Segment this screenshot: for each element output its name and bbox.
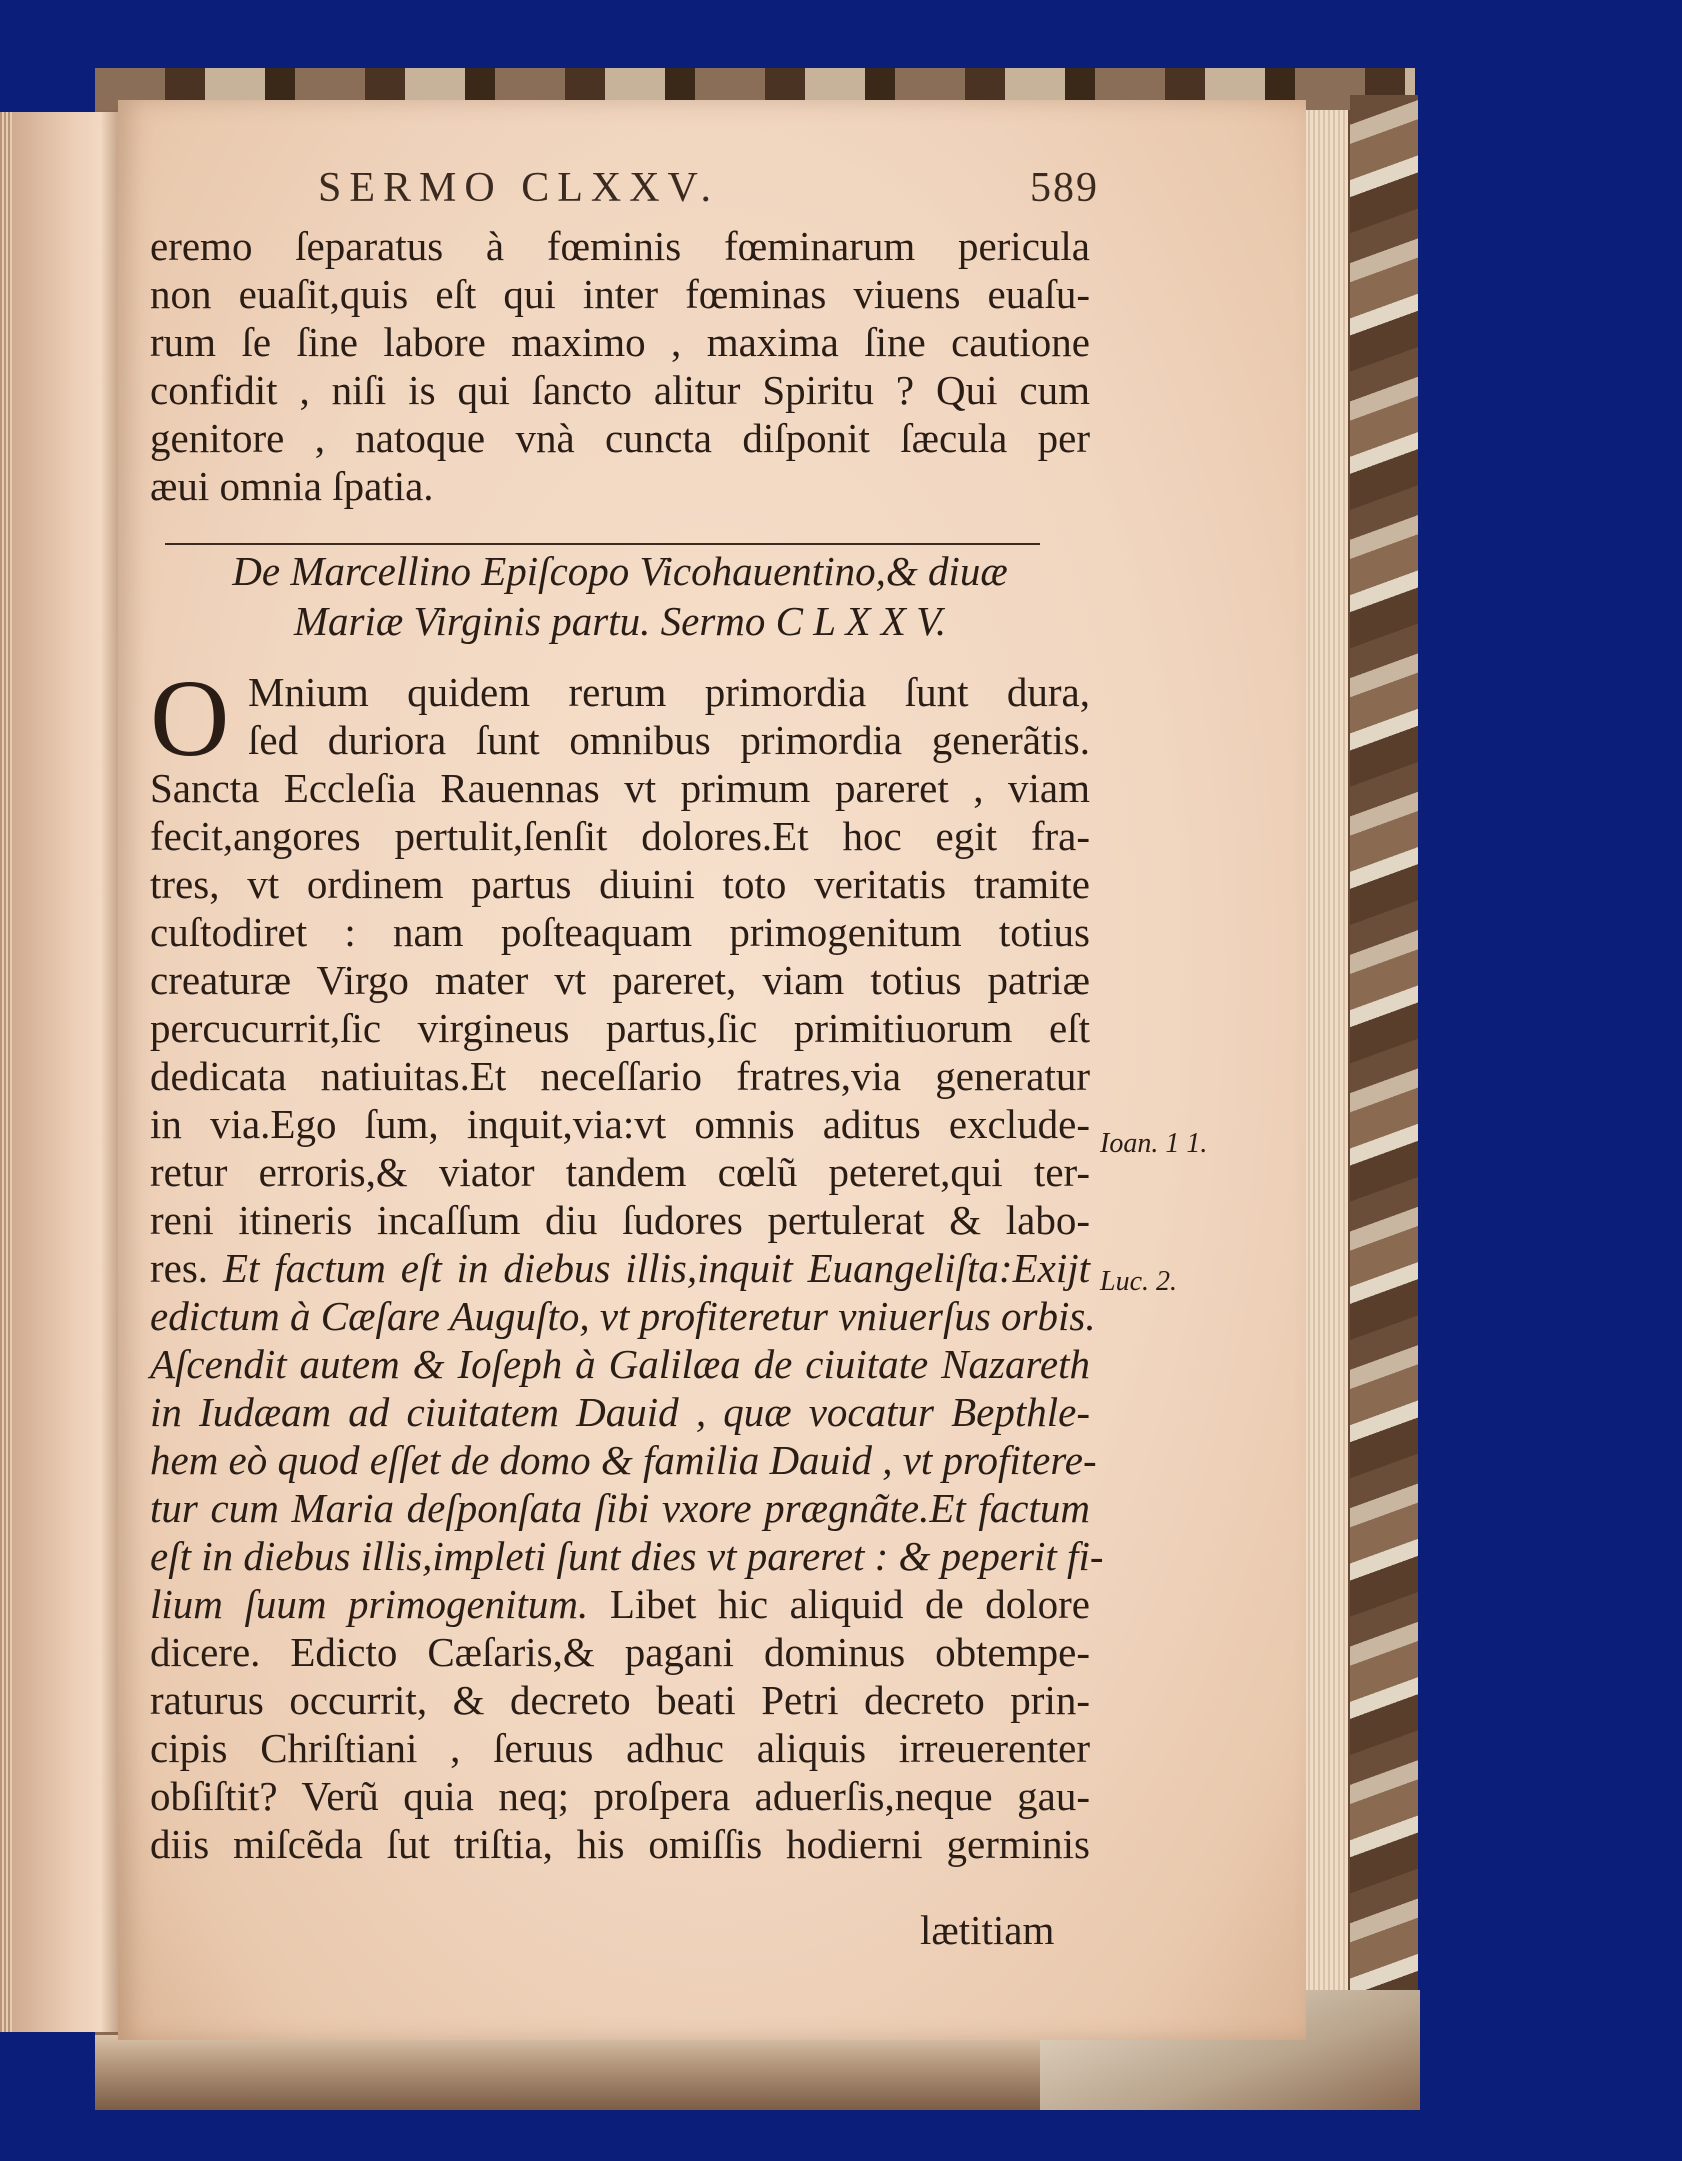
text-line: hem eò quod eſſet de domo & familia Dauid , vt profitere- [150, 1437, 1097, 1483]
right-page-stack [1300, 110, 1348, 2060]
text-line: in via.Ego ſum, inquit,via:vt omnis aditus exclude- [150, 1101, 1090, 1147]
text-line: Sancta Eccleſia Rauennas vt primum pareret , viam [150, 765, 1090, 811]
text-line: rum ſe ſine labore maximo , maxima ſine cautione [150, 319, 1090, 365]
sermon-body [150, 764, 1104, 1868]
text-line: æui omnia ſpatia. [150, 463, 434, 509]
text-line: edictum à Cæſare Auguſto, vt profiteretur vniuerſus orbis. [150, 1293, 1096, 1339]
text-line [150, 1244, 1090, 1292]
text-line: non euaſit,quis eſt qui inter fœminas viuens euaſu- [150, 271, 1090, 317]
text-line: eſt in diebus illis,impleti ſunt dies vt pareret : & peperit fi- [150, 1533, 1104, 1579]
italic-fragment: Et factum eſt in diebus illis,inquit Euangeliſta:Exijt [222, 1245, 1091, 1291]
running-head: SERMO CLXXV. [318, 165, 719, 211]
text-line: cipis Chriſtiani , ſeruus adhuc aliquis irreuerenter [150, 1725, 1090, 1771]
text-line: eremo ſeparatus à fœminis fœminarum pericula [150, 223, 1090, 269]
left-page-edge [0, 112, 118, 2032]
section-divider [165, 543, 1040, 545]
text-line: genitore , natoque vnà cuncta diſponit ſæcula per [150, 415, 1090, 461]
title-line: Mariæ Virginis partu. Sermo C L X X V. [293, 598, 947, 644]
text-line: percucurrit,ſic virgineus partus,ſic primitiuorum eſt [150, 1005, 1090, 1051]
marbled-cover-edge [1350, 95, 1418, 2105]
drop-cap: O [150, 657, 230, 779]
text-line [150, 1580, 1090, 1628]
text-line: tres, vt ordinem partus diuini toto veritatis tramite [150, 861, 1090, 907]
text-line: reni itineris incaſſum diu ſudores pertulerat & labo- [150, 1197, 1090, 1243]
text-line: dicere. Edicto Cæſaris,& pagani dominus obtempe- [150, 1629, 1090, 1675]
text-line: Aſcendit autem & Ioſeph à Galilæa de ciuitate Nazareth [150, 1341, 1090, 1387]
sermon-title [150, 546, 1090, 646]
preceding-paragraph [150, 222, 1090, 510]
page-number: 589 [1030, 165, 1099, 211]
title-line: De Marcellino Epiſcopo Vicohauentino,& diuæ [232, 548, 1008, 594]
text-line: Mnium quidem rerum primordia ſunt dura, [248, 669, 1090, 715]
text-line: creaturæ Virgo mater vt pareret, viam totius patriæ [150, 957, 1090, 1003]
text-line: ſed duriora ſunt omnibus primordia generãtis. [248, 717, 1090, 763]
text-line: fecit,angores pertulit,ſenſit dolores.Et hoc egit fra- [150, 813, 1090, 859]
text-line: confidit , niſi is qui ſancto alitur Spiritu ? Qui cum [150, 367, 1090, 413]
italic-fragment: lium ſuum primogenitum. [150, 1581, 589, 1627]
text-line: tur cum Maria deſponſata ſibi vxore prægnãte.Et factum [150, 1485, 1090, 1531]
roman-fragment: res. [150, 1245, 223, 1291]
text-line: in Iudæam ad ciuitatem Dauid , quæ vocatur Bepthle- [150, 1389, 1090, 1435]
text-line: cuſtodiret : nam poſteaquam primogenitum totius [150, 909, 1090, 955]
dropcap-lines [248, 668, 1090, 764]
catchword: lætitiam [920, 1907, 1055, 1953]
text-line: raturus occurrit, & decreto beati Petri decreto prin- [150, 1677, 1090, 1723]
text-line: retur erroris,& viator tandem cœlũ peteret,qui ter- [150, 1149, 1090, 1195]
roman-fragment: Libet hic aliquid de dolore [588, 1581, 1090, 1627]
text-line: obſiſtit? Verũ quia neq; proſpera aduerſis,neque gau- [150, 1773, 1090, 1819]
left-page-stack [0, 112, 12, 2032]
margin-note-luc: Luc. 2. [1100, 1266, 1177, 1297]
text-line: dedicata natiuitas.Et neceſſario fratres,via generatur [150, 1053, 1090, 1099]
margin-note-ioan: Ioan. 1 1. [1100, 1128, 1208, 1159]
text-line: diis miſcẽda ſut triſtia, his omiſſis hodierni germinis [150, 1821, 1090, 1867]
